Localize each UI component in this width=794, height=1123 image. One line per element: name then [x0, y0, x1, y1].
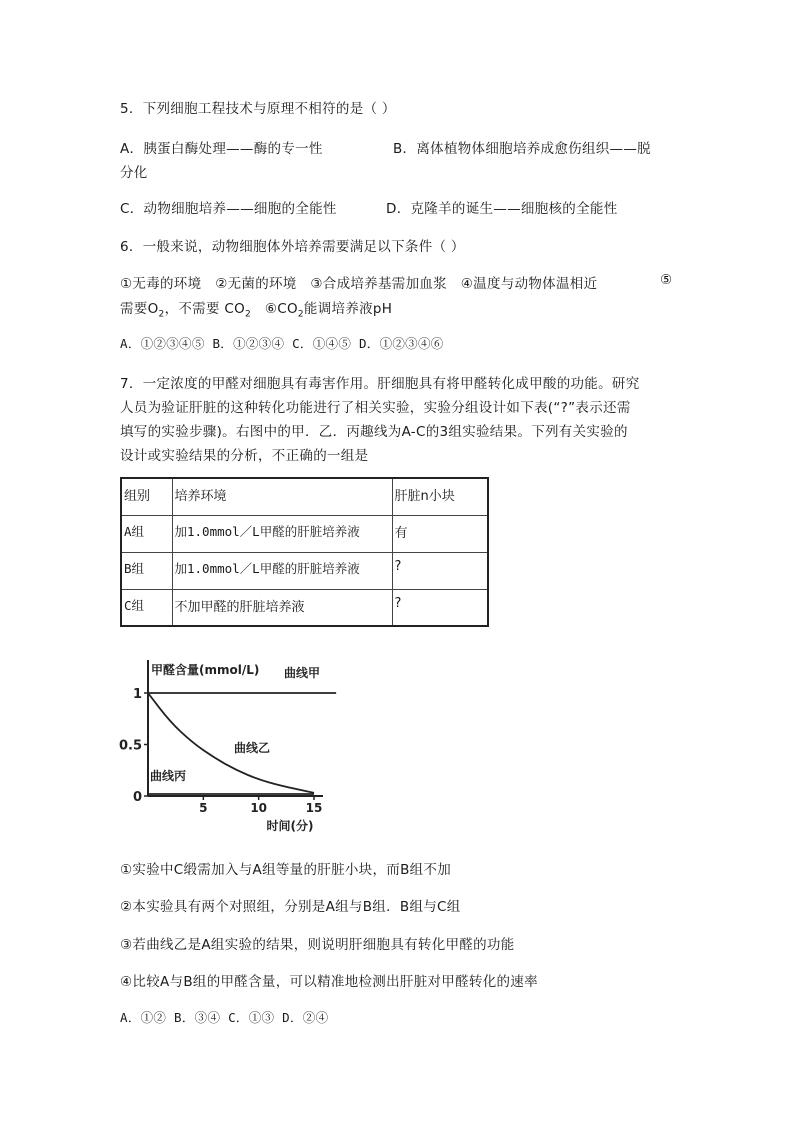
q6-cond5-a: 需要O [120, 301, 159, 317]
curve-bing-label: 曲线丙 [150, 769, 187, 783]
q6-cond5-num: ⑤ [660, 272, 673, 288]
q5-option-c: C．动物细胞培养——细胞的全能性 [120, 201, 337, 217]
y-tick-label: 0.5 [118, 738, 142, 754]
table-header-liver: 肝脏n小块 [392, 478, 488, 515]
q7-stem-line1: 7．一定浓度的甲醛对细胞具有毒害作用。肝细胞具有将甲醛转化成甲酸的功能。研究 [120, 376, 640, 392]
q6-cond3: ③合成培养基需加血浆 [310, 276, 447, 292]
table-cell: B组 [121, 552, 172, 589]
table-header-group: 组别 [121, 478, 172, 515]
q6-cond1: ①无毒的环境 [120, 276, 202, 292]
table-cell: 不加甲醛的肝脏培养液 [172, 589, 392, 626]
q6-conditions-line1 [120, 272, 597, 292]
y-axis-label: 甲醛含量(mmol/L) [151, 663, 260, 677]
q6-cond5-sub2: 2 [245, 309, 252, 320]
x-axis-label: 时间(分) [266, 819, 314, 833]
table-cell: 加1.0mmol／L甲醛的肝脏培养液 [172, 515, 392, 552]
table-cell: 加1.0mmol／L甲醛的肝脏培养液 [172, 552, 392, 589]
q6-stem: 6．一般来说，动物细胞体外培养需要满足以下条件（ ） [120, 239, 465, 255]
table-row [121, 552, 488, 589]
table-cell: A组 [121, 515, 172, 552]
q6-cond2: ②无菌的环境 [215, 276, 297, 292]
q6-cond6-b: 能调培养液pH [303, 301, 393, 317]
q7-stem-line4: 设计或实验结果的分析，不正确的一组是 [120, 448, 369, 464]
curve-jia-label: 曲线甲 [284, 666, 321, 680]
table-header-env: 培养环境 [172, 478, 392, 515]
table-row [121, 515, 488, 552]
q5-option-b-continued: 分化 [120, 165, 148, 181]
experiment-table [120, 477, 489, 627]
table-cell: ? [392, 589, 488, 626]
table-cell: 有 [392, 515, 488, 552]
q5-option-d: D．克隆羊的诞生——细胞核的全能性 [386, 201, 618, 217]
q6-conditions-line2 [120, 297, 392, 320]
q6-cond6-a: ⑥CO [264, 301, 298, 317]
q7-statement-3: ③若曲线乙是A组实验的结果，则说明肝细胞具有转化甲醛的功能 [120, 937, 515, 953]
x-tick-label: 15 [305, 801, 323, 815]
table-row [121, 589, 488, 626]
curve-yi-label: 曲线乙 [234, 741, 271, 755]
q7-statement-1: ①实验中C缎需加入与A组等量的肝脏小块，而B组不加 [120, 862, 452, 878]
q5-option-a: A．胰蛋白酶处理——酶的专一性 [120, 141, 323, 157]
chart-labels [150, 662, 320, 833]
q7-options: A．①② B．③④ C．①③ D．②④ [120, 1010, 329, 1025]
y-tick-label: 1 [132, 687, 142, 702]
table-header-row [121, 478, 488, 515]
y-tick-label: 0 [132, 790, 142, 805]
q7-stem-line3: 填写的实验步骤)。右图中的甲．乙．丙趣线为A-C的3组实验结果。下列有关实验的 [120, 424, 628, 440]
q6-cond5-sub: 2 [158, 309, 165, 320]
x-tick-label: 5 [199, 801, 208, 815]
q6-options: A．①②③④⑤ B．①②③④ C．①④⑤ D．①②③④⑥ [120, 336, 444, 351]
table-cell: ? [392, 552, 488, 589]
x-tick-label: 10 [250, 801, 268, 815]
q6-cond6-sub: 2 [297, 309, 304, 320]
q5-stem: 5．下列细胞工程技术与原理不相符的是（ ） [120, 101, 396, 117]
q7-statement-2: ②本实验具有两个对照组，分别是A组与B组．B组与C组 [120, 899, 461, 915]
q5-option-b: B．离体植物体细胞培养成愈伤组织——脱 [393, 141, 651, 157]
formaldehyde-chart [118, 650, 348, 840]
q7-stem-line2: 人员为验证肝脏的这种转化功能进行了相关实验，实验分组设计如下表(“?”表示还需 [120, 400, 631, 416]
q6-cond5-b: ，不需要 CO [164, 301, 246, 317]
q7-statement-4: ④比较A与B组的甲醛含量，可以精准地检测出肝脏对甲醛转化的速率 [120, 974, 538, 990]
table-cell: C组 [121, 589, 172, 626]
q6-cond4: ④温度与动物体温相近 [460, 276, 598, 292]
